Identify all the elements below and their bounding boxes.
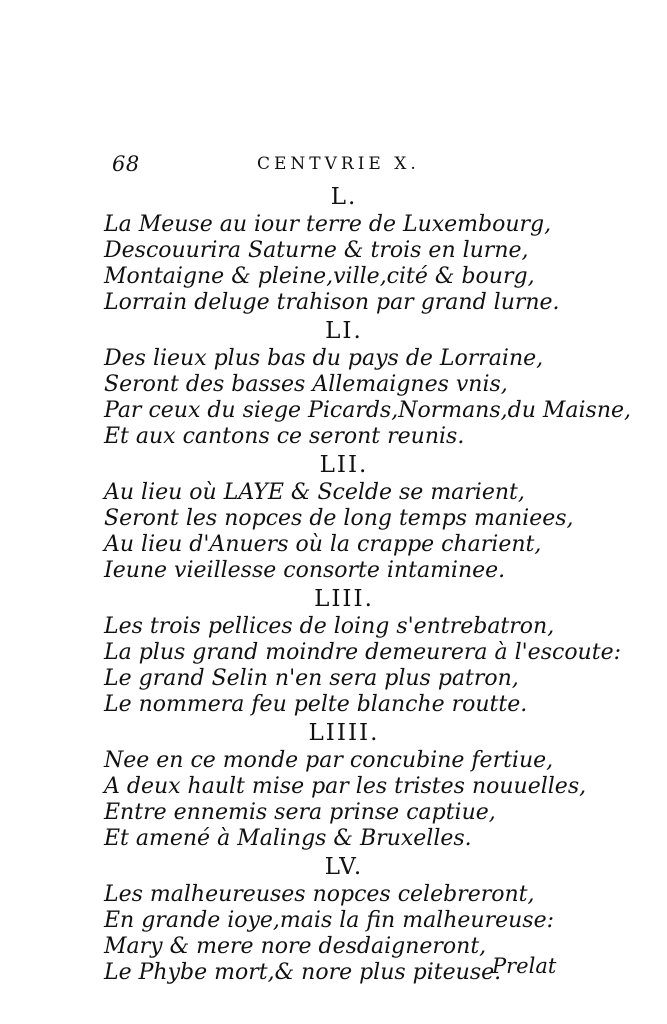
catchword: Prelat xyxy=(492,954,557,978)
verse-line: La plus grand moindre demeurera à l'escoute: xyxy=(104,640,621,665)
verse-line: Seront des basses Allemaignes vnis, xyxy=(104,372,508,397)
quatrain-number: LII. xyxy=(319,452,369,478)
verse-line: Par ceux du siege Picards,Normans,du Maisne, xyxy=(104,398,632,423)
verse-line: Ieune vieillesse consorte intaminee. xyxy=(104,558,506,583)
verse-line: Nee en ce monde par concubine fertiue, xyxy=(104,748,554,773)
quatrain-number: LIIII. xyxy=(308,720,380,746)
quatrain xyxy=(104,718,587,852)
quatrain xyxy=(104,584,621,718)
verse-line: Montaigne & pleine,ville,cité & bourg, xyxy=(104,264,535,289)
verse-line: En grande ioye,mais la fin malheureuse: xyxy=(104,908,555,933)
verse-line: Les trois pellices de loing s'entrebatron, xyxy=(104,614,555,639)
quatrain xyxy=(104,450,574,584)
quatrain xyxy=(104,316,632,450)
verse-line: Descouurira Saturne & trois en lurne, xyxy=(104,238,529,263)
verse-line: Et amené à Malings & Bruxelles. xyxy=(104,826,472,851)
verse-line: Le grand Selin n'en sera plus patron, xyxy=(104,666,519,691)
verse-line: Seront les nopces de long temps maniees, xyxy=(104,506,574,531)
verse-line: Au lieu d'Anuers où la crappe charient, xyxy=(104,532,542,557)
running-head: CENTVRIE X. xyxy=(257,154,420,174)
verse-line: Au lieu où LAYE & Scelde se marient, xyxy=(104,480,525,505)
verse-line: Lorrain deluge trahison par grand lurne. xyxy=(104,290,560,315)
verse-line: Et aux cantons ce seront reunis. xyxy=(104,424,465,449)
verse-line: Entre ennemis sera prinse captiue, xyxy=(104,800,496,825)
quatrain-number: LIII. xyxy=(314,586,374,612)
verse-line: Mary & mere nore desdaigneront, xyxy=(104,934,487,959)
quatrain-number: LV. xyxy=(324,854,364,880)
verse-line: Le nommera feu pelte blanche routte. xyxy=(104,692,528,717)
quatrain-number: LI. xyxy=(325,318,363,344)
page-header xyxy=(112,152,442,182)
page-number: 68 xyxy=(112,152,140,176)
verse-line: A deux hault mise par les tristes nouuelles, xyxy=(104,774,587,799)
verse-line: Les malheureuses nopces celebreront, xyxy=(104,882,535,907)
verse-text-block xyxy=(104,182,632,986)
quatrain xyxy=(104,182,564,316)
verse-line: Des lieux plus bas du pays de Lorraine, xyxy=(104,346,544,371)
verse-line: Le Phybe mort,& nore plus piteuse. xyxy=(104,960,502,985)
verse-line: La Meuse au iour terre de Luxembourg, xyxy=(104,212,552,237)
quatrain-number: L. xyxy=(330,184,358,210)
